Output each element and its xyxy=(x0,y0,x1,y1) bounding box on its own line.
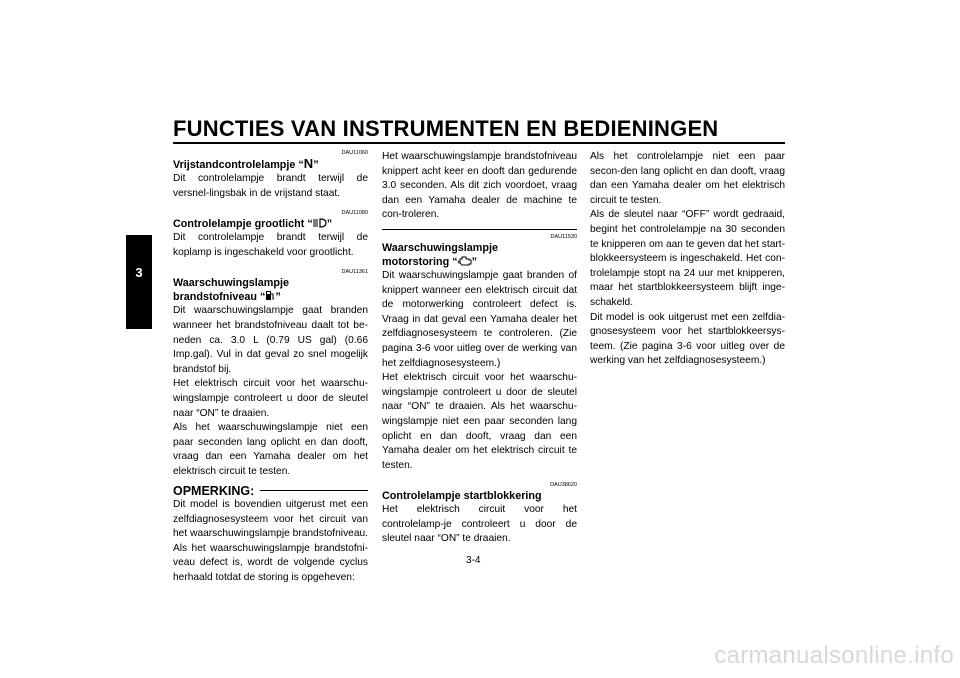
section-heading-high-beam xyxy=(173,217,368,231)
chapter-tab xyxy=(126,235,152,329)
section-heading-neutral xyxy=(173,157,368,172)
paragraph: Het elektrisch circuit voor het waarschu-wingslampje controleert u door de sleutel naar “ON” te draaien. xyxy=(173,378,368,419)
note-rule xyxy=(260,490,368,491)
page-title: FUNCTIES VAN INSTRUMENTEN EN BEDIENINGEN xyxy=(173,116,719,141)
heading-text: ” xyxy=(471,255,477,268)
fuel-pump-icon xyxy=(265,290,275,301)
heading-text: Waarschuwingslampje xyxy=(382,241,498,254)
heading-text: brandstofniveau “ xyxy=(173,291,266,304)
paragraph: Als de sleutel naar “OFF” wordt gedraaid, begint het controlelampje na 30 seconden te knipperen om aan te geven dat het start-blokkeersysteem is ingeschakeld. Het con-trolelampje stopt na 24 uur met knipperen, maar het startblokkeersysteem blijft inge-schakeld. xyxy=(590,209,785,308)
heading-text: ” xyxy=(326,218,333,231)
column-2 xyxy=(382,150,577,547)
engine-icon xyxy=(458,256,472,266)
paragraph: Dit waarschuwingslampje gaat branden of knippert wanneer een elektrisch circuit dat de motorwerking controleert defect is. Vraag in dat geval een Yamaha dealer het zelfdiagnosesysteem te controleren. (Zie pagina 3-6 voor uitleg over de werking van het zelfdiagnosesysteem.) xyxy=(382,269,577,369)
heading-text: Controlelampje grootlicht “ xyxy=(173,218,313,231)
section-code: DAU38620 xyxy=(550,482,577,489)
note-heading xyxy=(173,484,368,499)
section-code: DAU11060 xyxy=(341,150,368,156)
page-number: 3-4 xyxy=(466,555,481,566)
chapter-tab-number: 3 xyxy=(135,265,143,280)
paragraph: Dit controlelampje brandt terwijl de versnel-lingsbak in de vrijstand staat. xyxy=(173,173,368,199)
paragraph: Dit waarschuwingslampje gaat branden wanneer het brandstofniveau daalt tot be-neden ca. 3.0 L (0.79 US gal) (0.66 Imp.gal). Vul in dat geval zo snel mogelijk brandstof bij. xyxy=(173,305,368,375)
column-3 xyxy=(590,150,785,369)
watermark-url: carmanualsonline.info xyxy=(714,642,954,669)
heading-text: motorstoring “ xyxy=(382,255,458,268)
section-heading-engine xyxy=(382,241,577,269)
column-1 xyxy=(173,150,368,586)
section-heading-immobilizer: Controlelampje startblokkering xyxy=(382,490,542,503)
paragraph: Het elektrisch circuit voor het waarschu-wingslampje controleert u door de sleutel naar “ON” te draaien. Als het waarschu-wingslampje niet een paar seconden lang oplicht en dan dooft, vraag dan een Yamaha dealer om het elektrisch circuit te testen. xyxy=(382,372,577,471)
title-rule xyxy=(173,142,785,144)
paragraph: Als het controlelampje niet een paar secon-den lang oplicht en dan dooft, vraag dan een Yamaha dealer om het elektrisch circuit te testen. xyxy=(590,151,785,206)
heading-text: ” xyxy=(313,159,319,171)
paragraph: Het elektrisch circuit voor het controlelamp-je controleert u door de sleutel naar “ON” te draaien. xyxy=(382,504,577,545)
paragraph: Dit controlelampje brandt terwijl de koplamp is ingeschakeld voor grootlicht. xyxy=(173,232,368,258)
section-code: DAU11080 xyxy=(341,210,368,217)
section-code: DAU11361 xyxy=(341,269,368,276)
note-end-rule xyxy=(382,229,577,230)
heading-text: Waarschuwingslampje xyxy=(173,277,289,290)
neutral-symbol: N xyxy=(303,156,314,171)
heading-text: Vrijstandcontrolelampje “ xyxy=(173,159,304,171)
note-paragraph: Dit model is bovendien uitgerust met een zelfdiagnosesysteem voor het circuit van het waarschuwingslampje brandstofniveau. Als het waarschuwingslampje brandstofni-veau defect is, wordt de volgende cyclus herhaald totdat de storing is opgeheven: xyxy=(173,499,368,584)
note-heading-text: OPMERKING: xyxy=(173,483,255,498)
section-code: DAU11530 xyxy=(550,233,577,240)
paragraph: Als het waarschuwingslampje niet een paar seconden lang oplicht en dan dooft, vraag dan een Yamaha dealer om het elektrisch circuit te testen. xyxy=(173,422,368,477)
paragraph: Het waarschuwingslampje brandstofniveau knippert acht keer en dooft dan gedurende 3.0 seconden. Als dit zich voordoet, vraag dan een Yamaha dealer de machine te con-troleren. xyxy=(382,151,577,221)
paragraph: Dit model is ook uitgerust met een zelfdia-gnosesysteem voor het startblokkeersys-teem. (Zie pagina 3-6 voor uitleg over de werking van het zelfdiagnosesysteem.) xyxy=(590,311,785,367)
section-heading-fuel xyxy=(173,276,368,304)
heading-text: ” xyxy=(275,291,281,304)
high-beam-icon xyxy=(313,218,327,228)
